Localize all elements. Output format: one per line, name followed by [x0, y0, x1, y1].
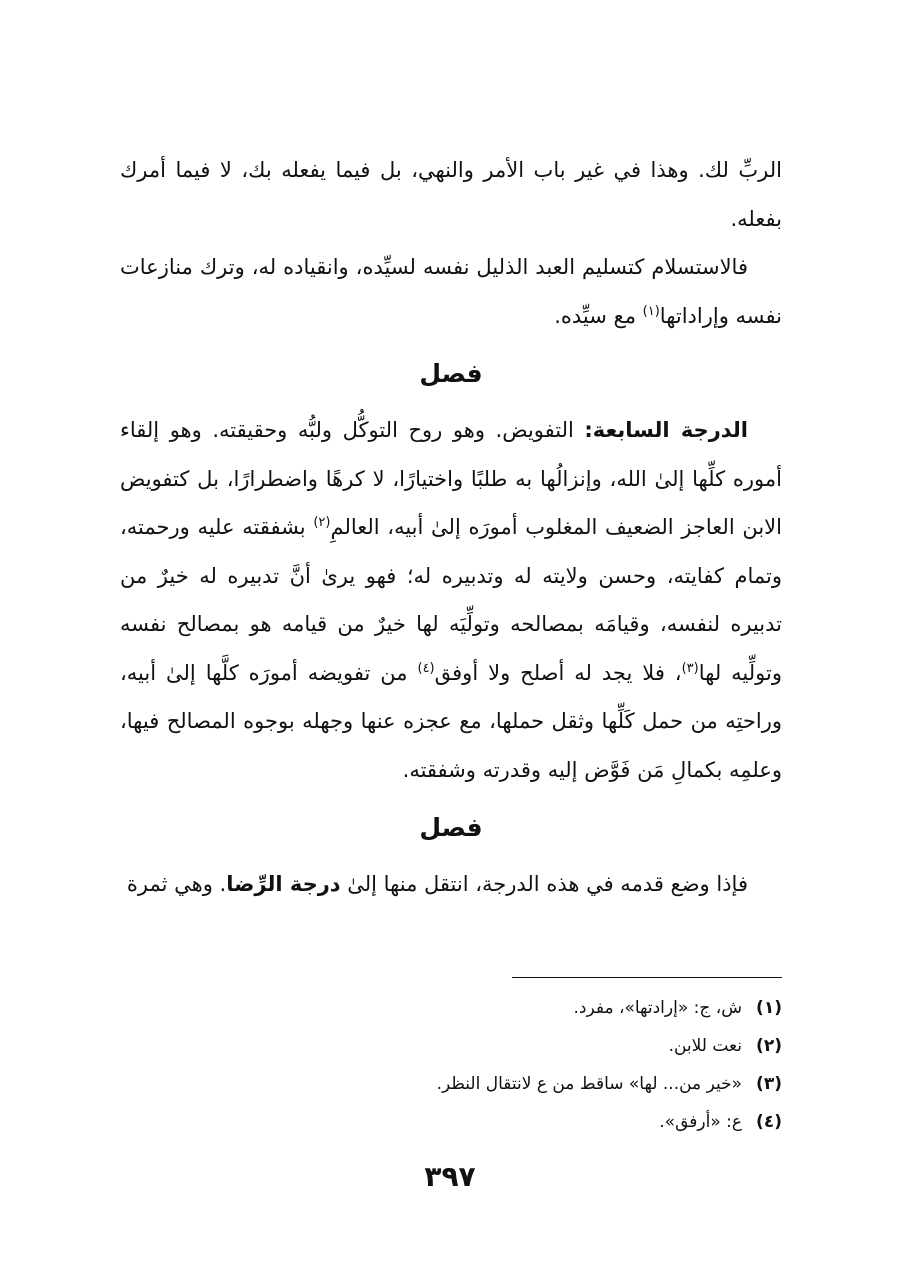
rida-text-b: . وهي ثمرة — [126, 872, 227, 896]
page-number: ٣٩٧ — [424, 1160, 476, 1193]
footnote-item — [120, 1065, 782, 1103]
footnote-divider — [512, 977, 782, 978]
footnote-text: ع: «أرفق». — [659, 1112, 742, 1132]
footnote-number: (٣) — [756, 1074, 782, 1094]
rida-bold: درجة الرِّضا — [226, 872, 341, 896]
footnote-number: (١) — [756, 998, 782, 1018]
footnotes-list — [120, 989, 782, 1141]
footnote-item — [120, 1027, 782, 1065]
istislam-text: فالاستسلام كتسليم العبد الذليل نفسه لسيِّده، وانقياده له، وترك منازعات نفسه وإراداتها — [120, 255, 782, 328]
footnote-text: ش، ج: «إرادتها»، مفرد. — [573, 998, 742, 1018]
footnote-number: (٤) — [756, 1112, 782, 1132]
footnote-item — [120, 1103, 782, 1141]
paragraph-lead: الدرجة السابعة: — [584, 418, 748, 442]
rida-paragraph — [120, 860, 782, 909]
footnote-ref-2: (٢) — [313, 515, 331, 530]
footnote-item — [120, 989, 782, 1027]
tafwid-text-a: التفويض. وهو روح التوكُّل ولبُّه وحقيقته. وهو إلقاء أموره كلِّها إلىٰ الله، وإنزالُها به طلبًا واختيارًا، لا كرهًا واضطرارًا، بل كتفويض الابن العاجز الضعيف المغلوب أمورَه إلىٰ أبيه، العالمِ — [120, 418, 782, 539]
footnote-ref-4: (٤) — [417, 660, 435, 676]
footnote-ref-3: (٣) — [681, 660, 699, 676]
tafwid-text-c: ، فلا يجد له أصلح ولا أوفق — [434, 660, 682, 685]
footnote-text: «خير من... لها» ساقط من ع لانتقال النظر. — [436, 1074, 742, 1094]
footnote-ref-1: (١) — [642, 303, 660, 319]
rida-text-a: فإذا وضع قدمه في هذه الدرجة، انتقل منها إلىٰ — [340, 872, 748, 896]
section-heading-2: فصل — [419, 813, 483, 842]
tafwid-text-b: بشفقته عليه ورحمته، وتمام كفايته، وحسن ولايته له وتدبيره له؛ فهو يرىٰ أنَّ تدبيره له خيرٌ من تدبيره لنفسه، وقيامَه بمصالحه وتولِّيَه لها خيرٌ من قيامه هو بمصالح نفسه وتولِّيه لها — [120, 515, 782, 685]
page-body — [120, 146, 782, 909]
istislam-end: مع سيِّده. — [554, 303, 643, 328]
tafwid-text-d: من تفويضه أمورَه كلَّها إلىٰ أبيه، وراحتِه من حمل كَلِّها وثقل حملها، مع عجزه عنها وجهله بوجوه المصالح فيها، وعلمِه بكمالِ مَن فَوَّض إليه وقدرته وشفقته. — [120, 660, 782, 782]
footnote-text: نعت للابن. — [668, 1036, 742, 1056]
istislam-paragraph — [120, 243, 782, 340]
footnote-number: (٢) — [756, 1036, 782, 1056]
section-heading-1: فصل — [419, 359, 483, 388]
tafwid-paragraph — [120, 406, 782, 794]
intro-paragraph: الربِّ لك. وهذا في غير باب الأمر والنهي، بل فيما يفعله بك، لا فيما أمرك بفعله. — [120, 158, 782, 231]
